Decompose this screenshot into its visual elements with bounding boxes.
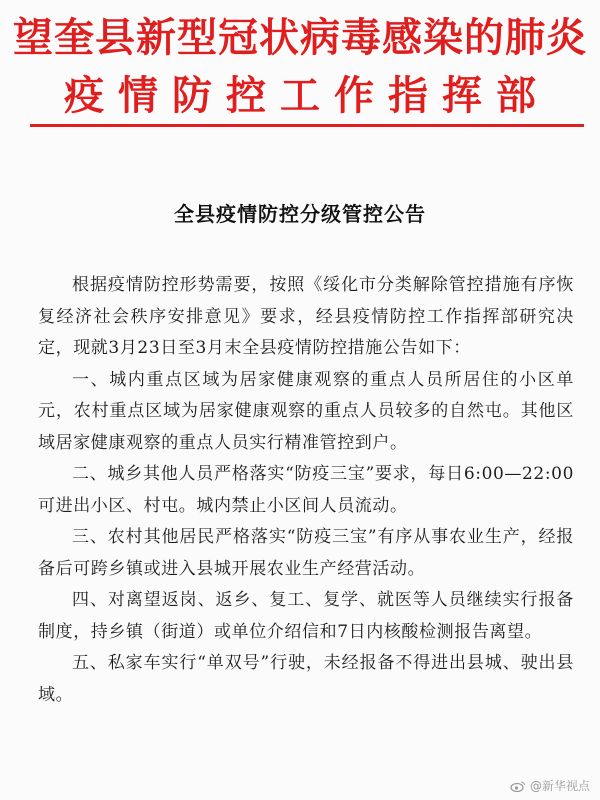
- paragraph-item-1: 一、城内重点区域为居家健康观察的重点人员所居住的小区单元，农村重点区域为居家健康观察的重点人员较多的自然屯。其他区域居家健康观察的重点人员实行精准管控到户。: [38, 369, 574, 453]
- issuer-header-line-1: 望奎县新型冠状病毒感染的肺炎: [13, 15, 587, 61]
- source-watermark: [510, 777, 590, 794]
- paragraph-item-2: 二、城乡其他人员严格落实“防疫三宝”要求，每日6:00—22:00可进出小区、村屯。城内禁止小区间人员流动。: [38, 464, 574, 516]
- weibo-icon: [510, 780, 526, 792]
- issuer-header-line-2: 疫情防控工作指挥部: [64, 73, 550, 119]
- paragraph-item-3: 三、农村其他居民严格落实“防疫三宝”有序从事农业生产，经报备后可跨乡镇或进入县城开展农业生产经营活动。: [38, 527, 574, 579]
- document-title: 全县疫情防控分级管控公告: [174, 202, 426, 226]
- red-divider-rule: [30, 124, 584, 127]
- watermark-text: @新华视点: [529, 779, 590, 793]
- paragraph-intro: 根据疫情防控形势需要，按照《绥化市分类解除管控措施有序恢复经济社会秩序安排意见》要求，经县疫情防控工作指挥部研究决定，现就3月23日至3月末全县疫情防控措施公告如下：: [38, 275, 574, 358]
- document-body: [38, 270, 574, 711]
- paragraph-item-5: 五、私家车实行“单双号”行驶，未经报备不得进出县城、驶出县域。: [38, 653, 574, 705]
- paragraph-item-4: 四、对离望返岗、返乡、复工、复学、就医等人员继续实行报备制度，持乡镇（街道）或单位介绍信和7日内核酸检测报告离望。: [38, 590, 574, 642]
